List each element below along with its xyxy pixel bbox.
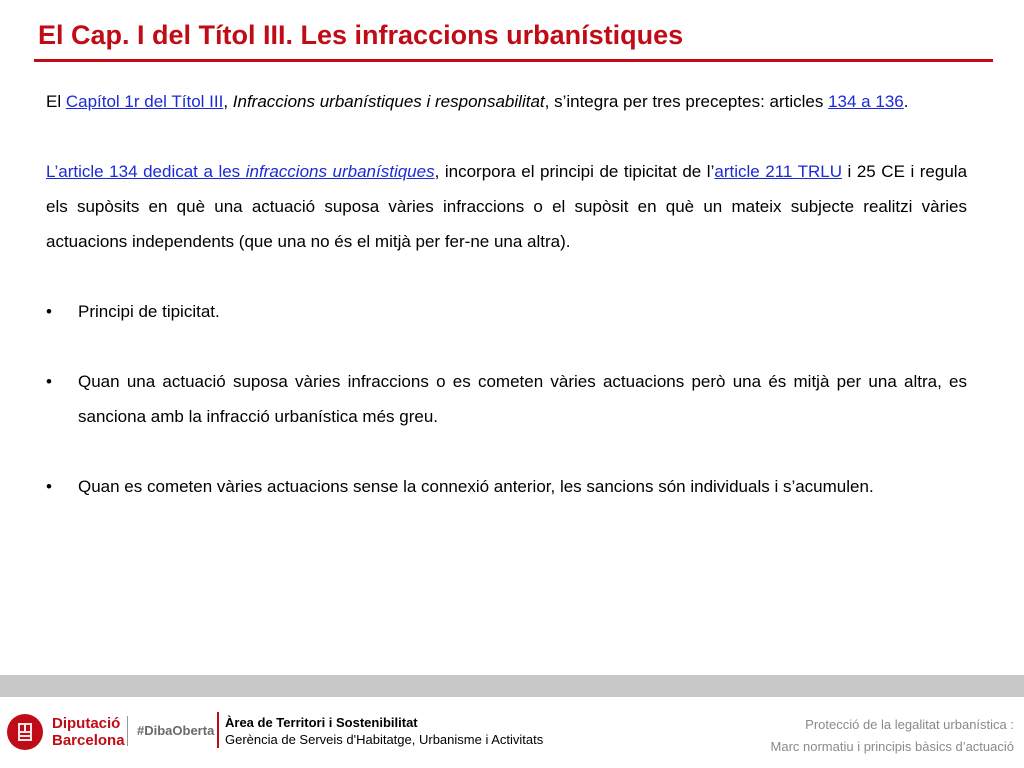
paragraph-article-134 — [46, 154, 967, 259]
slide-title: El Cap. I del Títol III. Les infraccions urbanístiques — [38, 20, 684, 50]
bullet-text-3: Quan es cometen vàries actuacions sense la connexió anterior, les sancions són individuals i s’acumulen. — [78, 477, 874, 496]
intro-comma: , — [223, 92, 233, 111]
bullet-item-2 — [46, 364, 967, 434]
bullet-item-3 — [46, 469, 967, 504]
link-article-134-italic: infraccions urbanístiques — [245, 162, 435, 181]
link-article-211-trlu[interactable]: article 211 TRLU — [714, 162, 842, 181]
intro-italic-title: Infraccions urbanístiques i responsabilitat — [232, 92, 545, 111]
intro-middle: , s’integra per tres preceptes: articles — [544, 92, 829, 111]
article-134-rest: i 25 CE i regula els supòsits en què una actuació suposa vàries infraccions o el supòsit en què un mateix subjecte realitzi vàries actuacions independents (que una no és el mitjà per fer-ne una altra). — [46, 162, 968, 251]
bullet-item-1 — [46, 294, 967, 329]
brand-line-2: Barcelona — [52, 732, 125, 749]
spacer — [46, 259, 967, 294]
footer-separator — [127, 716, 128, 746]
footer-accent-separator — [217, 712, 219, 748]
link-article-134[interactable] — [46, 162, 435, 181]
bullet-text-2: Quan una actuació suposa vàries infraccions o es cometen vàries actuacions però una és mitjà per una altra, es sanciona amb la infracció urbanística més greu. — [78, 372, 967, 426]
footer-gray-bar — [0, 675, 1024, 697]
bullet-icon: • — [46, 302, 52, 321]
link-article-134-text: L’article 134 dedicat a les — [46, 162, 246, 181]
gerencia-name: Gerència de Serveis d'Habitatge, Urbanisme i Activitats — [225, 732, 544, 747]
title-underline — [34, 59, 993, 62]
brand-name — [52, 715, 125, 749]
slide-body — [46, 84, 967, 504]
spacer — [46, 119, 967, 154]
bullet-icon: • — [46, 477, 52, 496]
bullet-text-1: Principi de tipicitat. — [78, 302, 220, 321]
hashtag-label: #DibaOberta — [137, 723, 215, 738]
department-info — [225, 714, 543, 748]
presentation-subtitle — [771, 714, 1014, 758]
diputacio-logo-icon — [7, 714, 43, 750]
subtitle-line-2: Marc normatiu i principis bàsics d’actuació — [770, 739, 1014, 754]
bullet-icon: • — [46, 372, 52, 391]
subtitle-line-1: Protecció de la legalitat urbanística : — [805, 717, 1014, 732]
intro-end: . — [903, 92, 909, 111]
area-name: Àrea de Territori i Sostenibilitat — [225, 715, 418, 730]
intro-prefix: El — [46, 92, 66, 111]
link-articles-134-136[interactable]: 134 a 136 — [828, 92, 904, 111]
brand-line-1: Diputació — [52, 715, 121, 732]
bullet-list — [46, 294, 967, 504]
link-capitol-1r[interactable]: Capítol 1r del Títol III — [65, 92, 224, 111]
paragraph-intro — [46, 84, 967, 119]
article-134-mid: , incorpora el principi de tipicitat de l’ — [434, 162, 715, 181]
